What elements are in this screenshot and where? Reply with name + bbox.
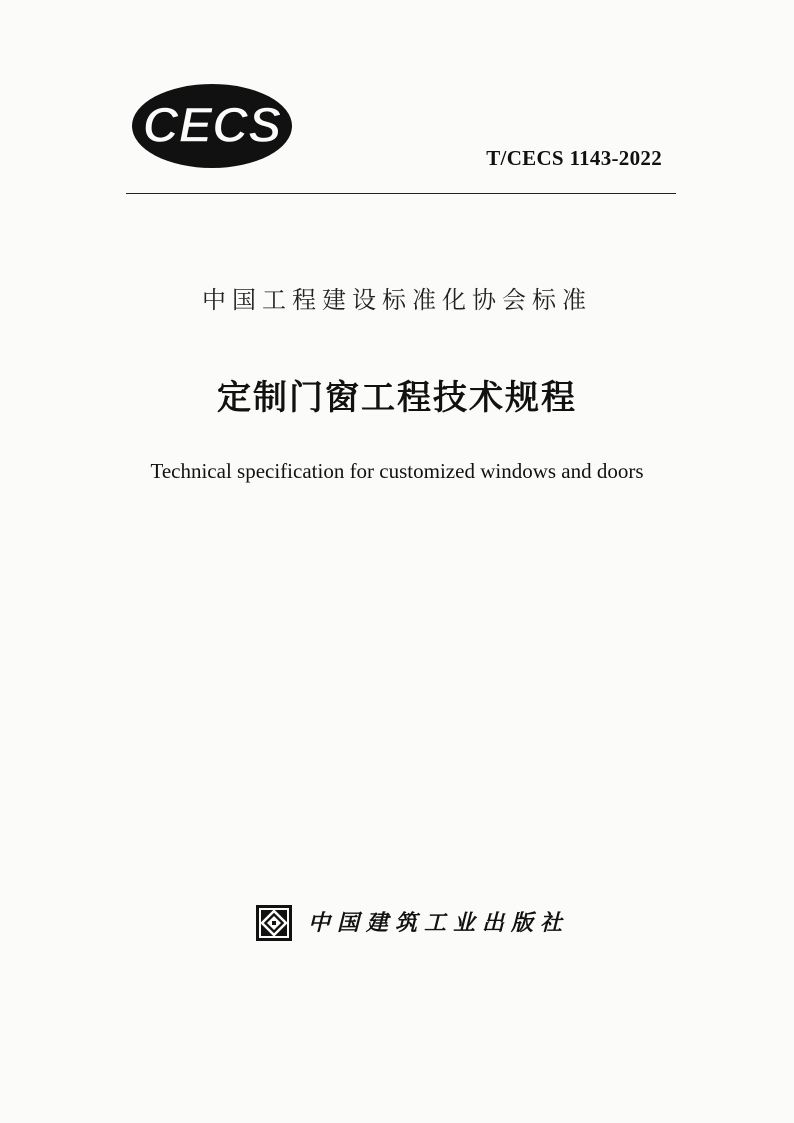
document-title-english: Technical specification for customized windows and doors [150, 459, 644, 483]
cecs-logo-icon [130, 82, 294, 170]
header-divider [126, 193, 676, 194]
document-title-chinese: 定制门窗工程技术规程 [217, 378, 577, 418]
standard-code: T/CECS 1143-2022 [486, 146, 662, 170]
publisher-emblem-icon [255, 904, 293, 942]
cecs-logo-text: CECS [142, 97, 282, 153]
publisher-name: 中国建筑工业出版社 [308, 910, 570, 936]
association-title: 中国工程建设标准化协会标准 [202, 286, 592, 314]
